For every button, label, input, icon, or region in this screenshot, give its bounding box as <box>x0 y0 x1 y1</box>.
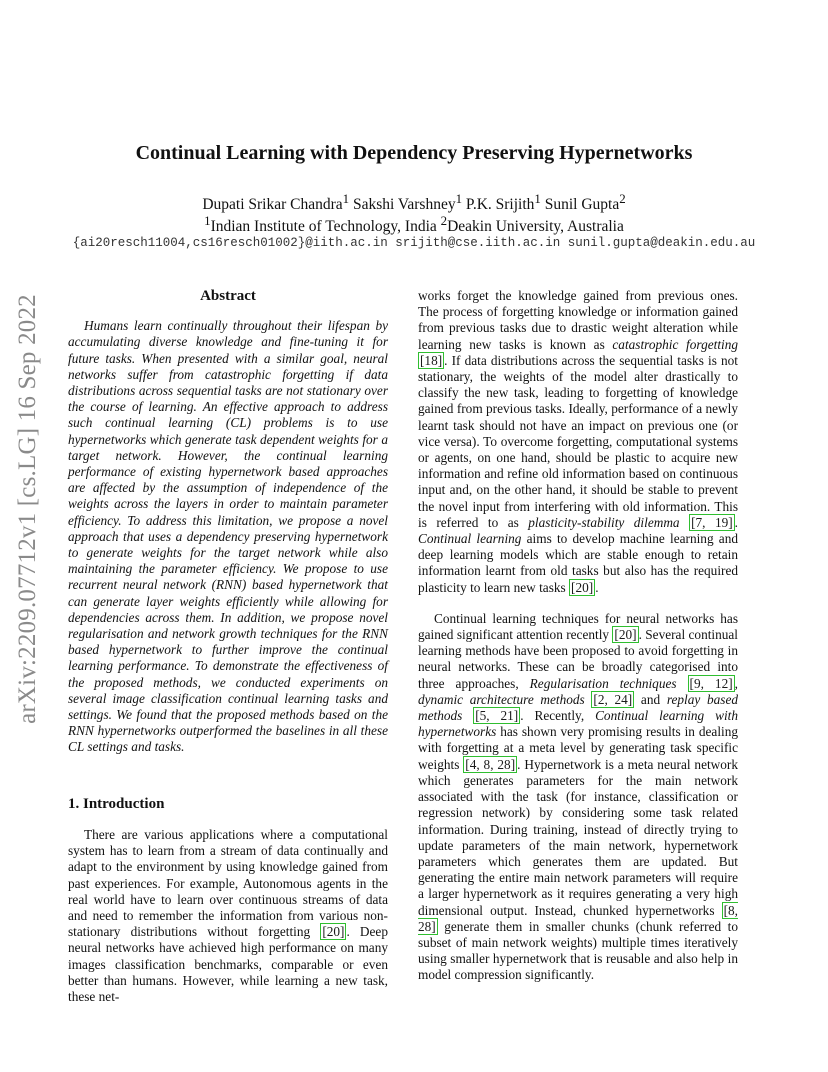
abstract-text: Humans learn continually throughout their lifespan by accumulating diverse knowledge and fine-tuning it for future tasks. When presented with a similar goal, neural networks suffer from catastrophic forgetting if data distributions across sequential tasks are not stationary over the course of learning. An effective approach to address such continual learning (CL) problems is to use hypernetworks which generate task dependent weights for a target network. However, the continual learning performance of existing hypernetwork based approaches are affected by the assumption of independence of the weights across the layers in order to maintain parameter efficiency. To address this limitation, we propose a novel approach that uses a dependency preserving hypernetwork to generate weights for the target network while also maintaining the parameter efficiency. We propose to use recurrent neural network (RNN) based hypernetwork that can generate layer weights efficiently while allowing for dependencies across them. In addition, we propose novel regularisation and network growth techniques for the RNN based hypernetwork to further improve the continual learning performance. To demonstrate the effectiveness of the proposed methods, we conducted experiments on several image classification continual learning tasks and settings. We found that the proposed methods based on the RNN hypernetworks outperformed the baselines in all these CL settings and tasks. <box>68 318 388 755</box>
citation-link[interactable]: [9, 12] <box>689 675 733 691</box>
citation-link[interactable]: [4, 8, 28] <box>465 756 516 772</box>
affiliation: Indian Institute of Technology, India <box>210 218 437 236</box>
citation-link[interactable]: [8, 28] <box>418 902 738 934</box>
citation-link[interactable]: [5, 21] <box>475 708 519 724</box>
citation-link[interactable]: [20] <box>614 627 637 643</box>
citation-link[interactable]: [20] <box>322 924 345 940</box>
author-affil-mark: 2 <box>619 191 626 206</box>
abstract-heading: Abstract <box>200 288 256 304</box>
author-name: Sakshi Varshney <box>352 196 456 214</box>
right-column <box>418 288 738 984</box>
author-list <box>0 191 828 214</box>
arxiv-identifier: arXiv:2209.07712v1 [cs.LG] 16 Sep 2022 <box>14 294 41 724</box>
affiliation: Deakin University, Australia <box>447 218 624 236</box>
affil-mark: 1 <box>204 213 211 228</box>
paper-title: Continual Learning with Dependency Preserving Hypernetworks <box>135 142 693 164</box>
intro-paragraph-3: Continual learning techniques for neural networks has gained significant attention recently [20] . Several continual learning methods have been proposed to avoid forgetting in neural networks. These can be broadly categorised into three approaches, Regularisation techniques [9, 12] , dynamic architecture methods [2, 24] and replay based methods [5, 21] . Recently, Continual learning with hypernetworks has shown very promising results in dealing with forgetting at a meta level by generating task specific weights [4, 8, 28] . Hypernetwork is a meta neural network which generates parameters for the main network associated with the task (for instance, classification or regression network) by considering some task related information. During training, instead of directly trying to update parameters of the main network, hypernetwork parameters which generates them are updated. But generating the entire main network parameters will require a larger hypernetwork as it requires generating a very high dimensional output. Instead, chunked hypernetworks [8, 28] generate them in smaller chunks (chunk referred to subset of main network weights) multiple times iteratively using smaller hypernetwork that is reusable and also help in model compression significantly. <box>418 610 739 983</box>
intro-paragraph-1: There are various applications where a computational system has to learn from a stream of data continually and adapt to the environment by using knowledge gained from past experiences. For example, Autonomous agents in the real world have to learn over continuous streams of data and need to remember the information from various non-stationary distributions without forgetting [20] . Deep neural networks have achieved high performance on many images classification benchmarks, comparable or even better than humans. However, while learning a new task, these net- <box>68 826 388 1004</box>
citation-link[interactable]: [7, 19] <box>691 514 733 530</box>
author-emails: {ai20resch11004,cs16resch01002}@iith.ac.in srijith@cse.iith.ac.in sunil.gupta@deakin.edu.au <box>72 236 756 250</box>
left-column <box>68 288 388 1005</box>
author-name: Dupati Srikar Chandra <box>202 196 343 214</box>
arxiv-sidebar <box>10 286 46 732</box>
author-affil-mark: 1 <box>534 191 541 206</box>
introduction-heading: 1. Introduction <box>68 795 165 812</box>
author-name: P.K. Srijith <box>465 196 535 214</box>
citation-link[interactable]: [20] <box>571 579 594 595</box>
affil-mark: 2 <box>440 213 448 228</box>
citation-link[interactable]: [18] <box>420 352 443 368</box>
author-affil-mark: 1 <box>342 191 350 206</box>
citation-link[interactable]: [2, 24] <box>593 691 633 707</box>
affiliation-list <box>0 213 828 236</box>
author-affil-mark: 1 <box>455 191 463 206</box>
author-name: Sunil Gupta <box>544 196 620 214</box>
intro-paragraph-2: works forget the knowledge gained from previous ones. The process of forgetting knowledge or information gained from previous tasks due to drastic weight alteration while learning new tasks is known as catastrophic forgetting [18] . If data distributions across the sequential tasks is not stationary, the weights of the model alter drastically to classify the new task, leading to forgetting of knowledge gained from previous tasks. Ideally, performance of a newly learnt task should not have an impact on previous one (or vice versa). To overcome forgetting, computational systems or agents, on one hand, should be plastic to acquire new information and refine old information based on continuous input and, on the other hand, it should be stable to prevent the novel input from interfering with old information. This is referred to as plasticity-stability dilemma [7, 19] . Continual learning aims to develop machine learning and deep learning models which are stable enough to retain information learnt from old tasks but also has the required plasticity to learn new tasks [20] . <box>418 288 739 595</box>
